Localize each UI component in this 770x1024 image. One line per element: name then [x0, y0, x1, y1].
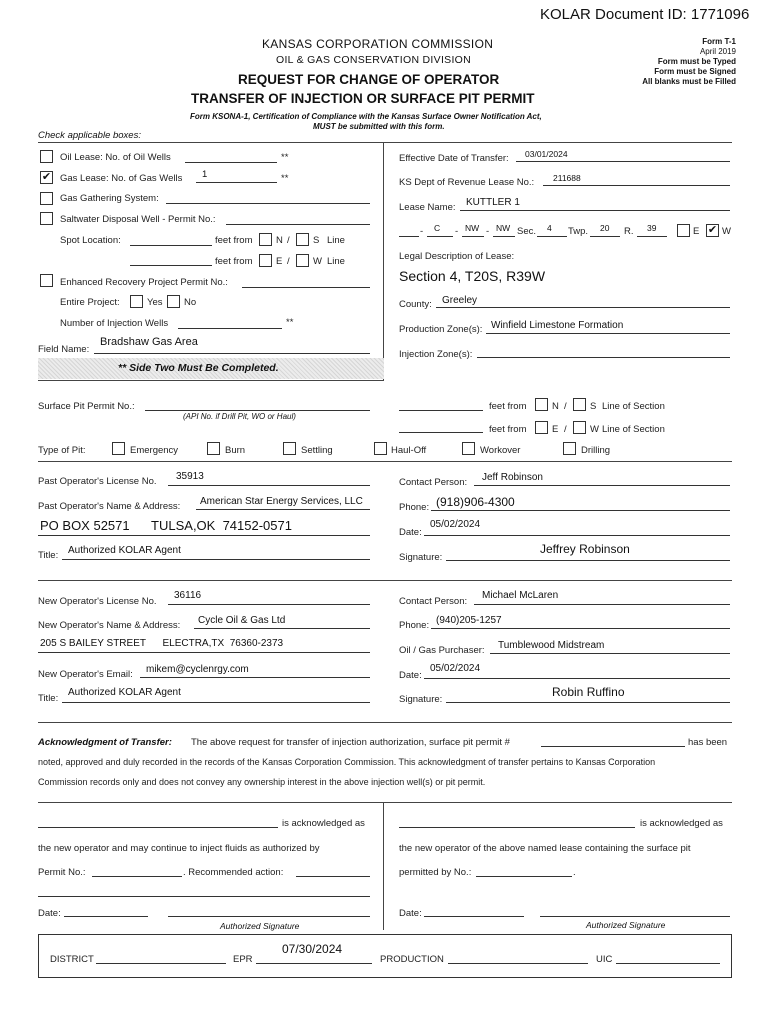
past-title-field[interactable]: [62, 559, 370, 560]
oil-lease-checkbox[interactable]: [40, 150, 53, 163]
dash: -: [455, 226, 459, 237]
past-phone-value: (918)906-4300: [436, 495, 515, 509]
ack-permit-field[interactable]: [541, 746, 685, 747]
pit-e-checkbox[interactable]: [535, 421, 548, 434]
agency-name: KANSAS CORPORATION COMMISSION: [262, 37, 494, 51]
ack-permitted-by-label: permitted by No.:: [399, 867, 472, 878]
division-name: OIL & GAS CONSERVATION DIVISION: [276, 54, 472, 66]
epr-field[interactable]: [256, 963, 372, 964]
ack-right-signature-field[interactable]: [540, 916, 730, 917]
feet-from-label: feet from: [489, 401, 527, 412]
ack-left-date-label: Date:: [38, 908, 61, 919]
legal-desc-label: Legal Description of Lease:: [399, 251, 515, 262]
lease-name-label: Lease Name:: [399, 202, 456, 213]
new-signature-field[interactable]: [446, 702, 730, 703]
check-applicable-label: Check applicable boxes:: [38, 130, 141, 141]
ack-left-text: the new operator and may continue to inject fluids as authorized by: [38, 843, 320, 854]
production-zones-value: Winfield Limestone Formation: [491, 320, 624, 331]
new-address-value: 205 S BAILEY STREET ELECTRA,TX 76360-2373: [40, 638, 284, 649]
ack-right-name-field[interactable]: [399, 827, 635, 828]
new-email-field[interactable]: [140, 677, 370, 678]
twp-field[interactable]: [590, 236, 620, 237]
ack-text1: The above request for transfer of injection authorization, surface pit permit #: [191, 737, 510, 748]
district-field[interactable]: [96, 963, 226, 964]
drilling-label: Drilling: [581, 445, 611, 456]
asterisks: **: [286, 317, 294, 328]
ack-left-is-ack: is acknowledged as: [282, 818, 365, 829]
gas-lease-label: Gas Lease: No. of Gas Wells: [60, 173, 183, 184]
new-name-address-label: New Operator's Name & Address:: [38, 620, 181, 631]
new-title-label: Title:: [38, 693, 59, 704]
gas-gathering-field[interactable]: [166, 203, 370, 204]
slash: /: [564, 401, 567, 412]
sec-label: Sec.: [517, 226, 537, 237]
asterisks: **: [281, 152, 289, 163]
line-label: Line: [327, 256, 345, 267]
asterisks: **: [281, 173, 289, 184]
uic-field[interactable]: [616, 963, 720, 964]
spot-ew-feet-field[interactable]: [130, 265, 212, 266]
form-signed-note: Form must be Signed: [654, 67, 736, 76]
ack-has-been: has been: [688, 737, 728, 748]
form-title-line1: REQUEST FOR CHANGE OF OPERATOR: [238, 72, 500, 87]
new-title-value: Authorized KOLAR Agent: [68, 687, 181, 698]
ks-dept-field[interactable]: [543, 185, 730, 186]
gas-gathering-checkbox[interactable]: [40, 192, 53, 205]
num-injection-label: Number of Injection Wells: [60, 318, 169, 329]
production-field[interactable]: [448, 963, 588, 964]
new-title-field[interactable]: [62, 702, 370, 703]
enhanced-permit-field[interactable]: [242, 287, 370, 288]
ack-right-date-label: Date:: [399, 908, 422, 919]
past-phone-label: Phone:: [399, 502, 430, 513]
ack-left-auth-sig: Authorized Signature: [220, 921, 300, 931]
feet-from-label: feet from: [489, 424, 527, 435]
pit-ns-feet-field[interactable]: [399, 410, 483, 411]
gas-gathering-label: Gas Gathering System:: [60, 193, 159, 204]
ack-left-signature-field[interactable]: [168, 916, 370, 917]
quarter1-value: C: [434, 223, 441, 233]
range-label: R.: [624, 226, 634, 237]
no-label: No: [184, 297, 197, 308]
injection-zones-field[interactable]: [477, 357, 730, 358]
type-of-pit-label: Type of Pit:: [38, 445, 86, 456]
section-divider: [38, 142, 732, 143]
legal-desc-value: Section 4, T20S, R39W: [399, 268, 546, 284]
past-name-field[interactable]: [196, 509, 370, 510]
section-divider: [38, 802, 732, 803]
production-zones-field[interactable]: [486, 333, 730, 334]
past-date-value: 05/02/2024: [430, 519, 481, 530]
past-contact-value: Jeff Robinson: [482, 472, 543, 483]
epr-label: EPR: [233, 954, 253, 965]
past-phone-field[interactable]: [431, 510, 730, 511]
county-value: Greeley: [442, 295, 478, 306]
past-name-value: American Star Energy Services, LLC: [200, 496, 363, 507]
ks-dept-label: KS Dept of Revenue Lease No.:: [399, 177, 535, 188]
enhanced-recovery-checkbox[interactable]: [40, 274, 53, 287]
new-contact-field[interactable]: [474, 604, 730, 605]
spot-ns-feet-field[interactable]: [130, 245, 212, 246]
n-label: N: [276, 235, 283, 246]
form-typed-note: Form must be Typed: [657, 57, 736, 66]
saltwater-label: Saltwater Disposal Well - Permit No.:: [60, 214, 216, 225]
haul-off-label: Haul-Off: [391, 445, 427, 456]
line-of-section-label: Line of Section: [602, 424, 665, 435]
spot-n-checkbox[interactable]: [259, 233, 272, 246]
pit-haul-off-checkbox[interactable]: [374, 442, 387, 455]
county-field[interactable]: [436, 307, 730, 308]
slash: /: [287, 256, 290, 267]
new-contact-value: Michael McLaren: [482, 590, 559, 601]
quarter2-value: NW: [465, 223, 480, 233]
feet-from-label: feet from: [215, 256, 253, 267]
dash: -: [486, 226, 490, 237]
ack-left-name-field[interactable]: [38, 827, 278, 828]
section-divider: [38, 461, 732, 462]
past-license-label: Past Operator's License No.: [38, 476, 157, 487]
new-date-label: Date:: [399, 670, 422, 681]
w-label: W: [722, 226, 731, 237]
past-contact-label: Contact Person:: [399, 477, 468, 488]
ksona-note-line1: Form KSONA-1, Certification of Compliance with the Kansas Surface Owner Notification Act,: [190, 112, 542, 121]
field-name-value: Bradshaw Gas Area: [100, 336, 198, 348]
period: .: [573, 867, 576, 878]
purchaser-value: Tumblewood Midstream: [498, 640, 605, 651]
lease-name-value: KUTTLER 1: [466, 197, 520, 208]
quarter1-field[interactable]: [427, 236, 453, 237]
gas-wells-field[interactable]: [196, 182, 277, 183]
lease-name-field[interactable]: [460, 210, 730, 211]
ack-recommended-line2[interactable]: [38, 896, 370, 897]
sec-field[interactable]: [537, 236, 567, 237]
n-label: N: [552, 401, 559, 412]
ack-right-date-field[interactable]: [424, 916, 524, 917]
ack-right-auth-sig: Authorized Signature: [586, 920, 666, 930]
new-email-label: New Operator's Email:: [38, 669, 133, 680]
effective-date-field[interactable]: [516, 161, 730, 162]
spot-e-checkbox[interactable]: [259, 254, 272, 267]
pit-w-checkbox[interactable]: [573, 421, 586, 434]
s-label: S: [313, 235, 320, 246]
past-signature-field[interactable]: [446, 560, 730, 561]
purchaser-label: Oil / Gas Purchaser:: [399, 645, 485, 656]
ack-text2: noted, approved and duly recorded in the records of the Kansas Corporation Commission. This acknowledgment of transfer pertains to Kansas Corporation: [38, 757, 656, 767]
past-license-field[interactable]: [168, 485, 370, 486]
s-label: S: [590, 401, 597, 412]
pit-emergency-checkbox[interactable]: [112, 442, 125, 455]
ks-dept-value: 211688: [553, 173, 581, 183]
side-two-note: ** Side Two Must Be Completed.: [118, 362, 279, 374]
entire-project-no-checkbox[interactable]: [167, 295, 180, 308]
new-name-value: Cycle Oil & Gas Ltd: [198, 615, 286, 626]
pit-settling-checkbox[interactable]: [283, 442, 296, 455]
past-signature-label: Signature:: [399, 552, 443, 563]
section-divider: [38, 380, 384, 381]
field-name-field[interactable]: [94, 353, 370, 354]
enhanced-recovery-label: Enhanced Recovery Project Permit No.:: [60, 277, 228, 288]
twp-label: Twp.: [568, 226, 589, 237]
range-e-checkbox[interactable]: [677, 224, 690, 237]
section-divider: [38, 722, 732, 723]
num-injection-field[interactable]: [178, 328, 282, 329]
quarter3-field[interactable]: [493, 236, 515, 237]
ack-right-text: the new operator of the above named lease containing the surface pit: [399, 843, 691, 854]
ack-text3: Commission records only and does not convey any ownership interest in the above injection well(s) or pit permit.: [38, 777, 486, 787]
ack-permitted-by-field[interactable]: [476, 876, 572, 877]
form-date: April 2019: [699, 47, 736, 56]
spot-w-checkbox[interactable]: [296, 254, 309, 267]
column-divider: [383, 802, 384, 930]
past-date-field[interactable]: [424, 535, 730, 536]
quarter3-value: NW: [496, 223, 511, 233]
form-title-line2: TRANSFER OF INJECTION OR SURFACE PIT PERMIT: [191, 91, 535, 106]
pit-workover-checkbox[interactable]: [462, 442, 475, 455]
pit-s-checkbox[interactable]: [573, 398, 586, 411]
twp-value: 20: [600, 223, 610, 233]
ack-permit-no-label: Permit No.:: [38, 867, 86, 878]
api-note: (API No. if Drill Pit, WO or Haul): [183, 412, 296, 421]
past-date-label: Date:: [399, 527, 422, 538]
new-contact-label: Contact Person:: [399, 596, 468, 607]
yes-label: Yes: [147, 297, 163, 308]
uic-label: UIC: [596, 954, 613, 965]
pit-ew-feet-field[interactable]: [399, 432, 483, 433]
oil-wells-field[interactable]: [185, 162, 277, 163]
surface-pit-label: Surface Pit Permit No.:: [38, 401, 135, 412]
new-license-field[interactable]: [168, 604, 370, 605]
district-label: DISTRICT: [50, 954, 94, 965]
past-name-address-label: Past Operator's Name & Address:: [38, 501, 181, 512]
new-signature-value: Robin Ruffino: [552, 685, 625, 699]
saltwater-checkbox[interactable]: [40, 212, 53, 225]
injection-zones-label: Injection Zone(s):: [399, 349, 473, 360]
past-contact-field[interactable]: [474, 485, 730, 486]
range-value: 39: [647, 223, 657, 233]
saltwater-permit-field[interactable]: [226, 224, 370, 225]
past-title-label: Title:: [38, 550, 59, 561]
line-of-section-label: Line of Section: [602, 401, 665, 412]
past-address-field[interactable]: [38, 535, 370, 536]
spot-location-label: Spot Location:: [60, 235, 121, 246]
pit-drilling-checkbox[interactable]: [563, 442, 576, 455]
new-license-label: New Operator's License No.: [38, 596, 157, 607]
feet-from-label: feet from: [215, 235, 253, 246]
new-email-value: mikem@cyclenrgy.com: [146, 664, 249, 675]
gas-lease-checkbox[interactable]: [40, 171, 53, 184]
range-field[interactable]: [637, 236, 667, 237]
range-w-checkbox[interactable]: [706, 224, 719, 237]
ack-permit-no-field[interactable]: [92, 876, 182, 877]
quarter2-field[interactable]: [462, 236, 484, 237]
e-label: E: [276, 256, 283, 267]
new-phone-field[interactable]: [431, 628, 730, 629]
new-address-field[interactable]: [38, 652, 370, 653]
production-label: PRODUCTION: [380, 954, 444, 965]
surface-pit-field[interactable]: [145, 410, 370, 411]
sec-value: 4: [547, 223, 552, 233]
epr-value: 07/30/2024: [282, 942, 343, 956]
new-name-field[interactable]: [194, 628, 370, 629]
spot-s-checkbox[interactable]: [296, 233, 309, 246]
e-label: E: [552, 424, 559, 435]
ack-right-is-ack: is acknowledged as: [640, 818, 723, 829]
emergency-label: Emergency: [130, 445, 179, 456]
burn-label: Burn: [225, 445, 246, 456]
oil-lease-label: Oil Lease: No. of Oil Wells: [60, 152, 171, 163]
ack-recommended-field[interactable]: [296, 876, 370, 877]
quarter-blank-field[interactable]: [399, 236, 419, 237]
new-date-field[interactable]: [424, 678, 730, 679]
past-address-value: PO BOX 52571 TULSA,OK 74152-0571: [40, 518, 292, 533]
new-phone-label: Phone:: [399, 620, 430, 631]
w-label: W: [590, 424, 599, 435]
past-signature-value: Jeffrey Robinson: [540, 542, 630, 556]
past-license-value: 35913: [176, 471, 204, 482]
workover-label: Workover: [480, 445, 521, 456]
ack-heading: Acknowledgment of Transfer:: [38, 737, 172, 748]
new-phone-value: (940)205-1257: [436, 615, 502, 626]
pit-n-checkbox[interactable]: [535, 398, 548, 411]
entire-project-label: Entire Project:: [60, 297, 120, 308]
ack-left-date-field[interactable]: [64, 916, 148, 917]
new-signature-label: Signature:: [399, 694, 443, 705]
county-label: County:: [399, 299, 432, 310]
column-divider: [383, 142, 384, 380]
field-name-label: Field Name:: [38, 344, 90, 355]
entire-project-yes-checkbox[interactable]: [130, 295, 143, 308]
pit-burn-checkbox[interactable]: [207, 442, 220, 455]
e-label: E: [693, 226, 700, 237]
form-number: Form T-1: [702, 37, 736, 46]
line-label: Line: [327, 235, 345, 246]
production-zones-label: Production Zone(s):: [399, 324, 483, 335]
gas-wells-value: 1: [202, 169, 208, 180]
slash: /: [287, 235, 290, 246]
new-license-value: 36116: [174, 590, 202, 601]
purchaser-field[interactable]: [490, 653, 730, 654]
w-label: W: [313, 256, 322, 267]
effective-date-value: 03/01/2024: [525, 149, 568, 159]
section-divider: [38, 580, 732, 581]
dash: -: [420, 226, 424, 237]
ack-recommended-label: . Recommended action:: [183, 867, 284, 878]
ksona-note-line2: MUST be submitted with this form.: [313, 122, 445, 131]
document-id: KOLAR Document ID: 1771096: [540, 6, 750, 23]
past-title-value: Authorized KOLAR Agent: [68, 545, 181, 556]
effective-date-label: Effective Date of Transfer:: [399, 153, 509, 164]
slash: /: [564, 424, 567, 435]
form-blanks-note: All blanks must be Filled: [642, 77, 736, 86]
settling-label: Settling: [301, 445, 333, 456]
new-date-value: 05/02/2024: [430, 663, 481, 674]
